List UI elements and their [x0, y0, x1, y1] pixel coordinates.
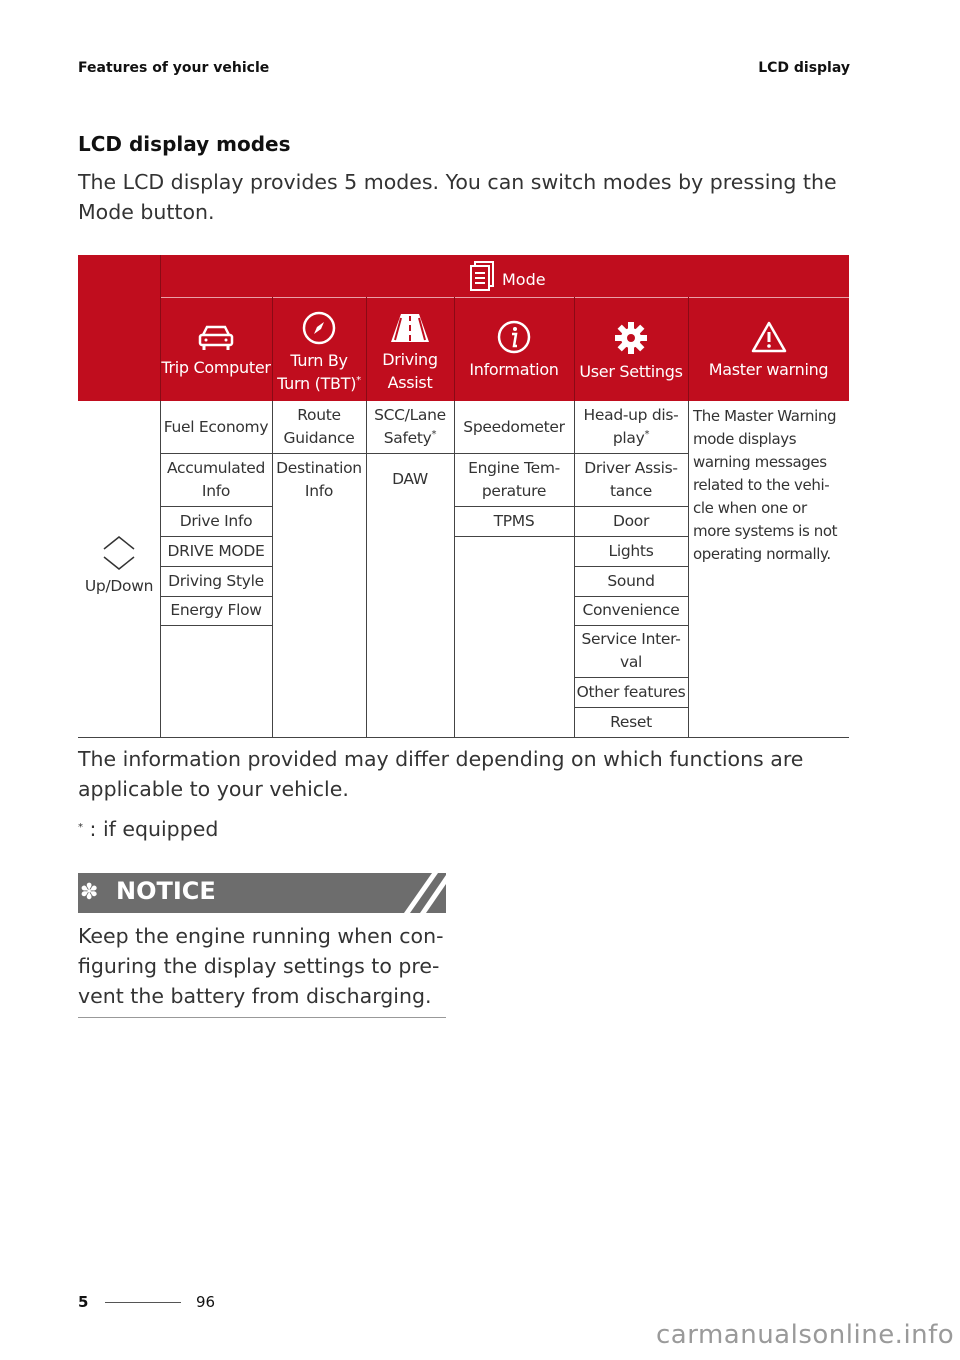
table-cell: Convenience: [582, 601, 680, 619]
cell-text: play: [612, 429, 645, 447]
mode-table: [78, 255, 849, 738]
col-label: Trip Computer: [161, 357, 271, 377]
cell-line: val: [619, 653, 643, 671]
section-title: LCD display modes: [78, 132, 291, 156]
gear-icon: [613, 320, 649, 360]
desc-line: related to the vehi-: [693, 476, 830, 494]
table-cell: [160, 453, 272, 506]
notice-line: vent the battery from discharging.: [78, 984, 432, 1008]
cell-line: Guidance: [283, 429, 355, 447]
desc-line: operating normally.: [693, 545, 831, 563]
cell-line: Accumulated: [166, 458, 266, 477]
info-icon: [496, 320, 532, 358]
running-header-left: Features of your vehicle: [78, 60, 270, 76]
col-user-settings: [574, 305, 688, 397]
warning-triangle-icon: [751, 320, 787, 358]
running-header-right: LCD display: [758, 60, 850, 76]
notice-line: figuring the display settings to pre-: [78, 954, 440, 978]
table-cell: [454, 453, 574, 506]
intro-line: The LCD display provides 5 modes. You can switch modes by pressing the: [78, 170, 837, 194]
table-cell: [272, 401, 366, 453]
intro-paragraph: [78, 167, 858, 227]
cell-line: SCC/Lane: [374, 406, 446, 424]
col-label: Turn By: [290, 351, 348, 370]
paragraph-line: The information provided may differ depending on which functions are: [78, 747, 804, 771]
paragraph-line: applicable to your vehicle.: [78, 777, 349, 801]
compass-icon: [301, 311, 337, 349]
table-cell: DAW: [392, 470, 428, 488]
notice-body: [78, 921, 448, 1011]
table-cell: Other features: [576, 682, 686, 701]
col-label: Driving: [382, 350, 438, 369]
cell-line: Head-up dis-: [583, 406, 679, 424]
mode-header: [468, 261, 546, 297]
footnote-mark: *: [356, 375, 361, 386]
cell-line: [384, 427, 436, 450]
col-label: Master warning: [708, 359, 829, 379]
table-cell: Driving Style: [168, 571, 264, 590]
table-cell: [272, 453, 366, 506]
master-warning-description: [693, 405, 849, 566]
notice-symbol: ✽: [80, 880, 99, 905]
table-cell: Fuel Economy: [163, 417, 269, 436]
table-cell: Door: [612, 511, 650, 530]
table-cell: Energy Flow: [170, 601, 262, 619]
desc-line: The Master Warning: [693, 407, 837, 425]
mode-label: Mode: [502, 269, 546, 289]
desc-line: mode displays: [693, 430, 797, 448]
table-cell: TPMS: [493, 511, 535, 530]
footnote-mark: *: [644, 429, 650, 440]
col-information: [454, 305, 574, 395]
table-cell: DRIVE MODE: [167, 541, 265, 560]
desc-line: cle when one or: [693, 499, 807, 517]
notice-divider: [78, 1017, 446, 1018]
footnote: [78, 817, 218, 841]
updown-cell: [78, 535, 160, 595]
cell-line: [613, 427, 649, 450]
footer-divider: [105, 1302, 181, 1303]
col-label: Information: [469, 359, 559, 379]
col-master-warning: [688, 305, 849, 395]
page-number: 96: [196, 1293, 216, 1311]
up-chevron-icon: [78, 535, 160, 555]
intro-line: Mode button.: [78, 200, 215, 224]
notice-line: Keep the engine running when con-: [78, 924, 444, 948]
table-cell: [574, 453, 688, 506]
lane-icon: [389, 312, 431, 348]
table-cell: Reset: [610, 712, 652, 731]
cell-line: perature: [481, 481, 547, 500]
down-chevron-icon: [78, 555, 160, 575]
cell-line: Service Inter-: [581, 630, 681, 648]
cell-line: tance: [610, 481, 652, 500]
cell-text: Safety: [383, 429, 432, 447]
footnote-text: : if equipped: [83, 817, 219, 841]
mode-icon: [468, 261, 496, 297]
footer-section-number: 5: [78, 1293, 89, 1311]
cell-line: Destination: [276, 458, 362, 477]
car-icon: [196, 322, 236, 356]
footnote-mark: *: [431, 429, 437, 440]
cell-line: Driver Assis-: [584, 458, 678, 477]
table-cell: Drive Info: [179, 511, 253, 530]
table-cell: [574, 625, 688, 677]
table-cell: [574, 401, 688, 453]
notice-title: NOTICE: [116, 877, 216, 905]
cell-line: Info: [201, 481, 231, 500]
table-cell: Lights: [608, 541, 654, 560]
col-trip-computer: [160, 305, 272, 395]
table-cell: [366, 401, 454, 453]
col-label-2: [277, 372, 361, 395]
cell-line: Info: [304, 481, 334, 500]
desc-line: more systems is not: [693, 522, 838, 540]
watermark: carmanualsonline.info: [656, 1320, 955, 1350]
col-tbt: [272, 305, 366, 401]
updown-label: Up/Down: [84, 577, 154, 595]
col-label-text: Turn (TBT): [277, 374, 357, 393]
col-label-2: Assist: [387, 373, 433, 392]
col-driving-assist: [366, 305, 454, 401]
cell-line: Engine Tem-: [468, 458, 560, 477]
col-label: User Settings: [579, 361, 683, 381]
table-cell: Sound: [607, 571, 655, 590]
cell-line: Route: [297, 406, 341, 424]
table-cell: Speedometer: [463, 417, 565, 436]
footnote-mark: *: [78, 822, 83, 833]
desc-line: warning messages: [693, 453, 827, 471]
after-table-paragraph: [78, 744, 858, 804]
